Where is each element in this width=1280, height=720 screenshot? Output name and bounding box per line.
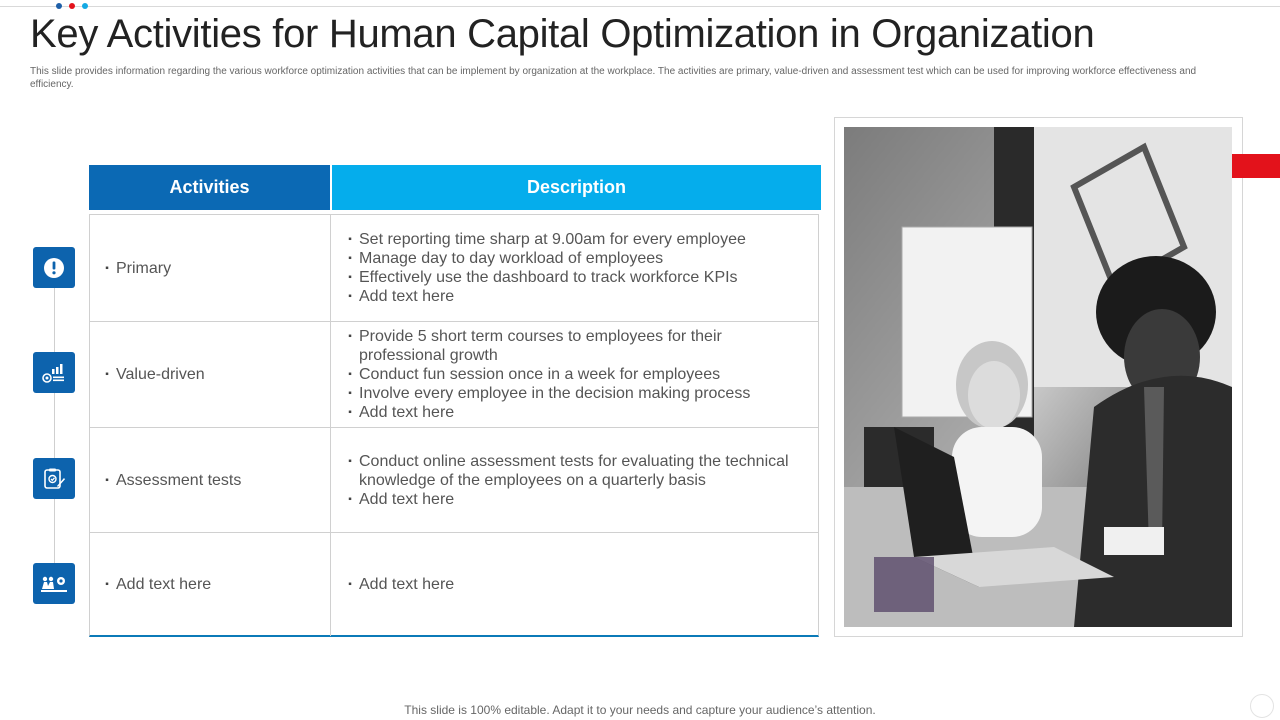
bullet-marker: ▪ (348, 234, 352, 245)
description-item: Manage day to day workload of employees (359, 250, 664, 267)
activity-cell (90, 428, 331, 532)
exclamation-icon (43, 257, 65, 279)
activity-label: Primary (116, 259, 172, 277)
description-item: Add text here (359, 288, 455, 305)
slide-footer: This slide is 100% editable. Adapt it to your needs and capture your audience’s attention. (404, 703, 876, 717)
bullet-marker: ▪ (348, 579, 352, 590)
activities-table (89, 214, 819, 637)
description-item: Effectively use the dashboard to track workforce KPIs (359, 269, 738, 286)
decor-dots (56, 3, 88, 9)
header-description: Description (332, 165, 821, 210)
header-activities: Activities (89, 165, 330, 210)
timeline-connector (54, 268, 55, 586)
description-cell (331, 215, 818, 321)
corner-circle (1250, 694, 1274, 718)
bullet-marker: ▪ (348, 388, 352, 399)
growth-chart-icon (41, 362, 67, 384)
slide-title: Key Activities for Human Capital Optimization in Organization (30, 12, 1095, 56)
bullet-marker: ▪ (348, 455, 352, 467)
row-icon-box-assessment (33, 458, 75, 499)
row-icon-box-primary (33, 247, 75, 288)
bullet-marker: ▪ (348, 291, 352, 302)
row-icon-box-add (33, 563, 75, 604)
bullet-marker: ▪ (105, 369, 109, 380)
table-row-primary (90, 215, 818, 321)
slide-subtitle: This slide provides information regarding the various workforce optimization activities that can be implement by organization at the workplace. The activities are primary, value-driven and assessment test which can be used for improving workforce effectiveness and efficiency. (30, 66, 1197, 90)
description-item: Conduct online assessment tests for evaluating the technical knowledge of the employees on a quarterly basis (359, 452, 789, 489)
table-row-assessment (90, 428, 818, 532)
description-item: Provide 5 short term courses to employees for their professional growth (359, 328, 722, 364)
dot-red (69, 3, 75, 9)
bullet-marker: ▪ (348, 253, 352, 264)
description-cell (331, 533, 818, 636)
bullet-marker: ▪ (105, 474, 109, 486)
description-item: Add text here (359, 576, 455, 593)
table-row-add (90, 533, 818, 636)
activity-cell (90, 215, 331, 321)
bullet-marker: ▪ (348, 369, 352, 380)
bullet-marker: ▪ (105, 579, 109, 590)
description-item: Conduct fun session once in a week for employees (359, 366, 721, 383)
activity-label: Assessment tests (116, 471, 242, 489)
description-item: Add text here (359, 404, 455, 421)
bullet-marker: ▪ (348, 407, 352, 418)
activity-label: Value-driven (116, 366, 205, 383)
description-item: Involve every employee in the decision making process (359, 385, 751, 402)
activity-cell (90, 322, 331, 427)
team-goal-icon (40, 573, 68, 595)
dot-blue (56, 3, 62, 9)
bullet-marker: ▪ (348, 272, 352, 283)
office-meeting-photo (844, 127, 1232, 627)
dot-cyan (82, 3, 88, 9)
activity-cell (90, 533, 331, 636)
bullet-marker: ▪ (348, 493, 352, 505)
table-row-value-driven (90, 322, 818, 427)
description-cell (331, 428, 818, 532)
assessment-clipboard-icon (42, 467, 66, 491)
top-rule (0, 6, 1280, 7)
bullet-marker: ▪ (105, 262, 109, 274)
description-cell (331, 322, 818, 427)
activity-label: Add text here (116, 576, 212, 593)
bullet-marker: ▪ (348, 331, 352, 342)
description-item: Set reporting time sharp at 9.00am for every employee (359, 231, 746, 248)
red-accent-tab (1232, 154, 1280, 178)
row-icon-box-value-driven (33, 352, 75, 393)
description-item: Add text here (359, 490, 455, 508)
